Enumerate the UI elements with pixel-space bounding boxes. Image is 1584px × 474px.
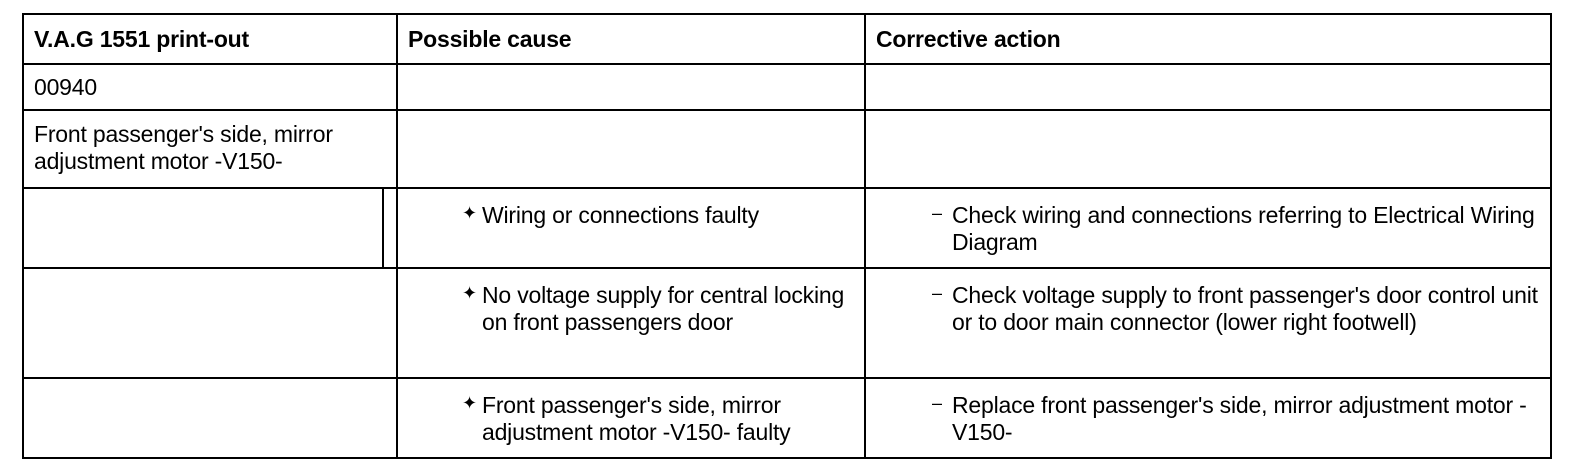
empty-cell bbox=[24, 189, 398, 269]
cause-text: Wiring or connections faulty bbox=[482, 202, 759, 228]
empty-cell bbox=[398, 111, 866, 189]
action-cell bbox=[866, 269, 1550, 379]
dash-icon: – bbox=[932, 393, 942, 413]
header-possible-cause: Possible cause bbox=[398, 15, 866, 65]
action-text: Check voltage supply to front passenger's door control unit or to door main connector (lower right footwell) bbox=[952, 282, 1538, 335]
cause-cell bbox=[398, 269, 866, 379]
cause-text: No voltage supply for central locking on front passengers door bbox=[482, 282, 845, 335]
fault-code: 00940 bbox=[24, 65, 398, 111]
header-printout: V.A.G 1551 print-out bbox=[24, 15, 398, 65]
action-cell bbox=[866, 379, 1550, 457]
empty-cell bbox=[866, 65, 1550, 111]
empty-cell bbox=[24, 269, 398, 379]
bullet-icon: ✦ bbox=[462, 203, 477, 223]
bullet-icon: ✦ bbox=[462, 393, 477, 413]
header-corrective-action: Corrective action bbox=[866, 15, 1550, 65]
dash-icon: – bbox=[932, 283, 942, 303]
bullet-icon: ✦ bbox=[462, 283, 477, 303]
action-text: Check wiring and connections referring to Electrical Wiring Diagram bbox=[952, 202, 1535, 255]
cause-item bbox=[408, 392, 852, 446]
cause-cell bbox=[398, 379, 866, 457]
component-name: Front passenger's side, mirror adjustment motor -V150- bbox=[24, 111, 398, 189]
empty-cell bbox=[866, 111, 1550, 189]
fault-table bbox=[22, 13, 1552, 459]
action-item bbox=[876, 202, 1538, 256]
empty-cell bbox=[24, 379, 398, 457]
action-text: Replace front passenger's side, mirror adjustment motor -V150- bbox=[952, 392, 1527, 445]
cause-item bbox=[408, 202, 852, 229]
divider-line bbox=[382, 189, 384, 267]
empty-cell bbox=[398, 65, 866, 111]
cause-text: Front passenger's side, mirror adjustment motor -V150- faulty bbox=[482, 392, 791, 445]
cause-cell bbox=[398, 189, 866, 269]
action-cell bbox=[866, 189, 1550, 269]
action-item bbox=[876, 392, 1538, 446]
dash-icon: – bbox=[932, 203, 942, 223]
action-item bbox=[876, 282, 1538, 336]
cause-item bbox=[408, 282, 852, 336]
